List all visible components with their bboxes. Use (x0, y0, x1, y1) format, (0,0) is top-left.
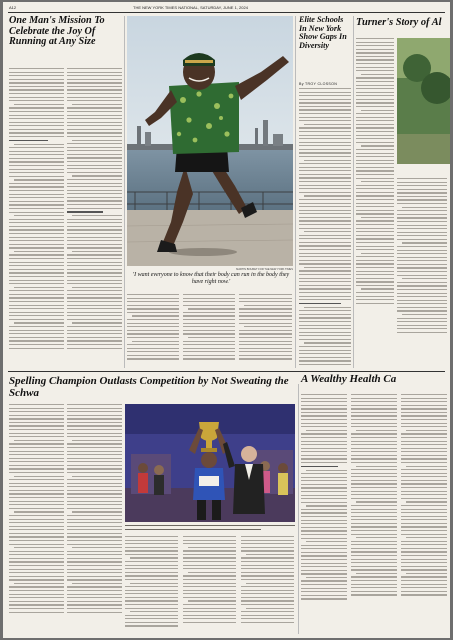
turner-photo-art (397, 38, 450, 164)
wealth-body-col1 (301, 394, 347, 602)
elite-schools-byline: By TROY CLOSSON (299, 82, 338, 86)
spelling-body-col4 (183, 536, 236, 625)
spelling-body-col3 (125, 536, 178, 629)
turner-photo (397, 38, 450, 164)
newspaper-page (3, 2, 450, 638)
wealth-body-col2 (351, 394, 397, 598)
column-divider (353, 16, 354, 368)
mission-body-col2 (67, 68, 122, 351)
spelling-bee-photo-art (125, 404, 295, 522)
spelling-body-col5 (241, 536, 294, 625)
turner-headline: Turner's Story of Al (356, 17, 442, 28)
turner-body-col2 (397, 178, 447, 335)
elite-schools-body (299, 88, 351, 368)
mission-body-col5 (239, 294, 292, 362)
mission-body-col3 (127, 294, 179, 362)
mission-body-col1 (9, 68, 64, 351)
mission-headline: One Man's Mission To Celebrate the Joy Of Running at Any Size (9, 15, 105, 48)
spelling-body-col1 (9, 404, 64, 615)
page-number: A12 (9, 5, 17, 10)
mission-body-col4 (183, 294, 235, 362)
elite-schools-headline: Elite Schools In New York Show Gaps In Diversity (299, 15, 347, 50)
spelling-photo-caption (125, 525, 295, 533)
runner-photo (127, 16, 293, 266)
runner-photo-art (127, 16, 293, 266)
wealth-body-col3 (401, 394, 447, 598)
turner-body (356, 38, 394, 306)
spelling-body-col2 (67, 404, 122, 615)
pull-quote: 'I want everyone to know that their body can run in the body they have right now.' (132, 272, 290, 285)
column-divider (124, 16, 125, 368)
folio-rule (8, 12, 445, 13)
publication-line: THE NEW YORK TIMES NATIONAL, SATURDAY, JUNE 1, 2024 (133, 5, 248, 10)
spelling-headline: Spelling Champion Outlasts Competition by Not Sweating the Schwa (9, 375, 289, 399)
runner-photo-credit: MARTIN BOURET FOR THE NEW YORK TIMES (236, 268, 293, 271)
column-divider (295, 16, 296, 368)
column-divider (298, 384, 299, 634)
wealth-headline: A Wealthy Health Ca (301, 373, 397, 385)
spelling-bee-photo (125, 404, 295, 522)
section-rule (8, 371, 445, 372)
